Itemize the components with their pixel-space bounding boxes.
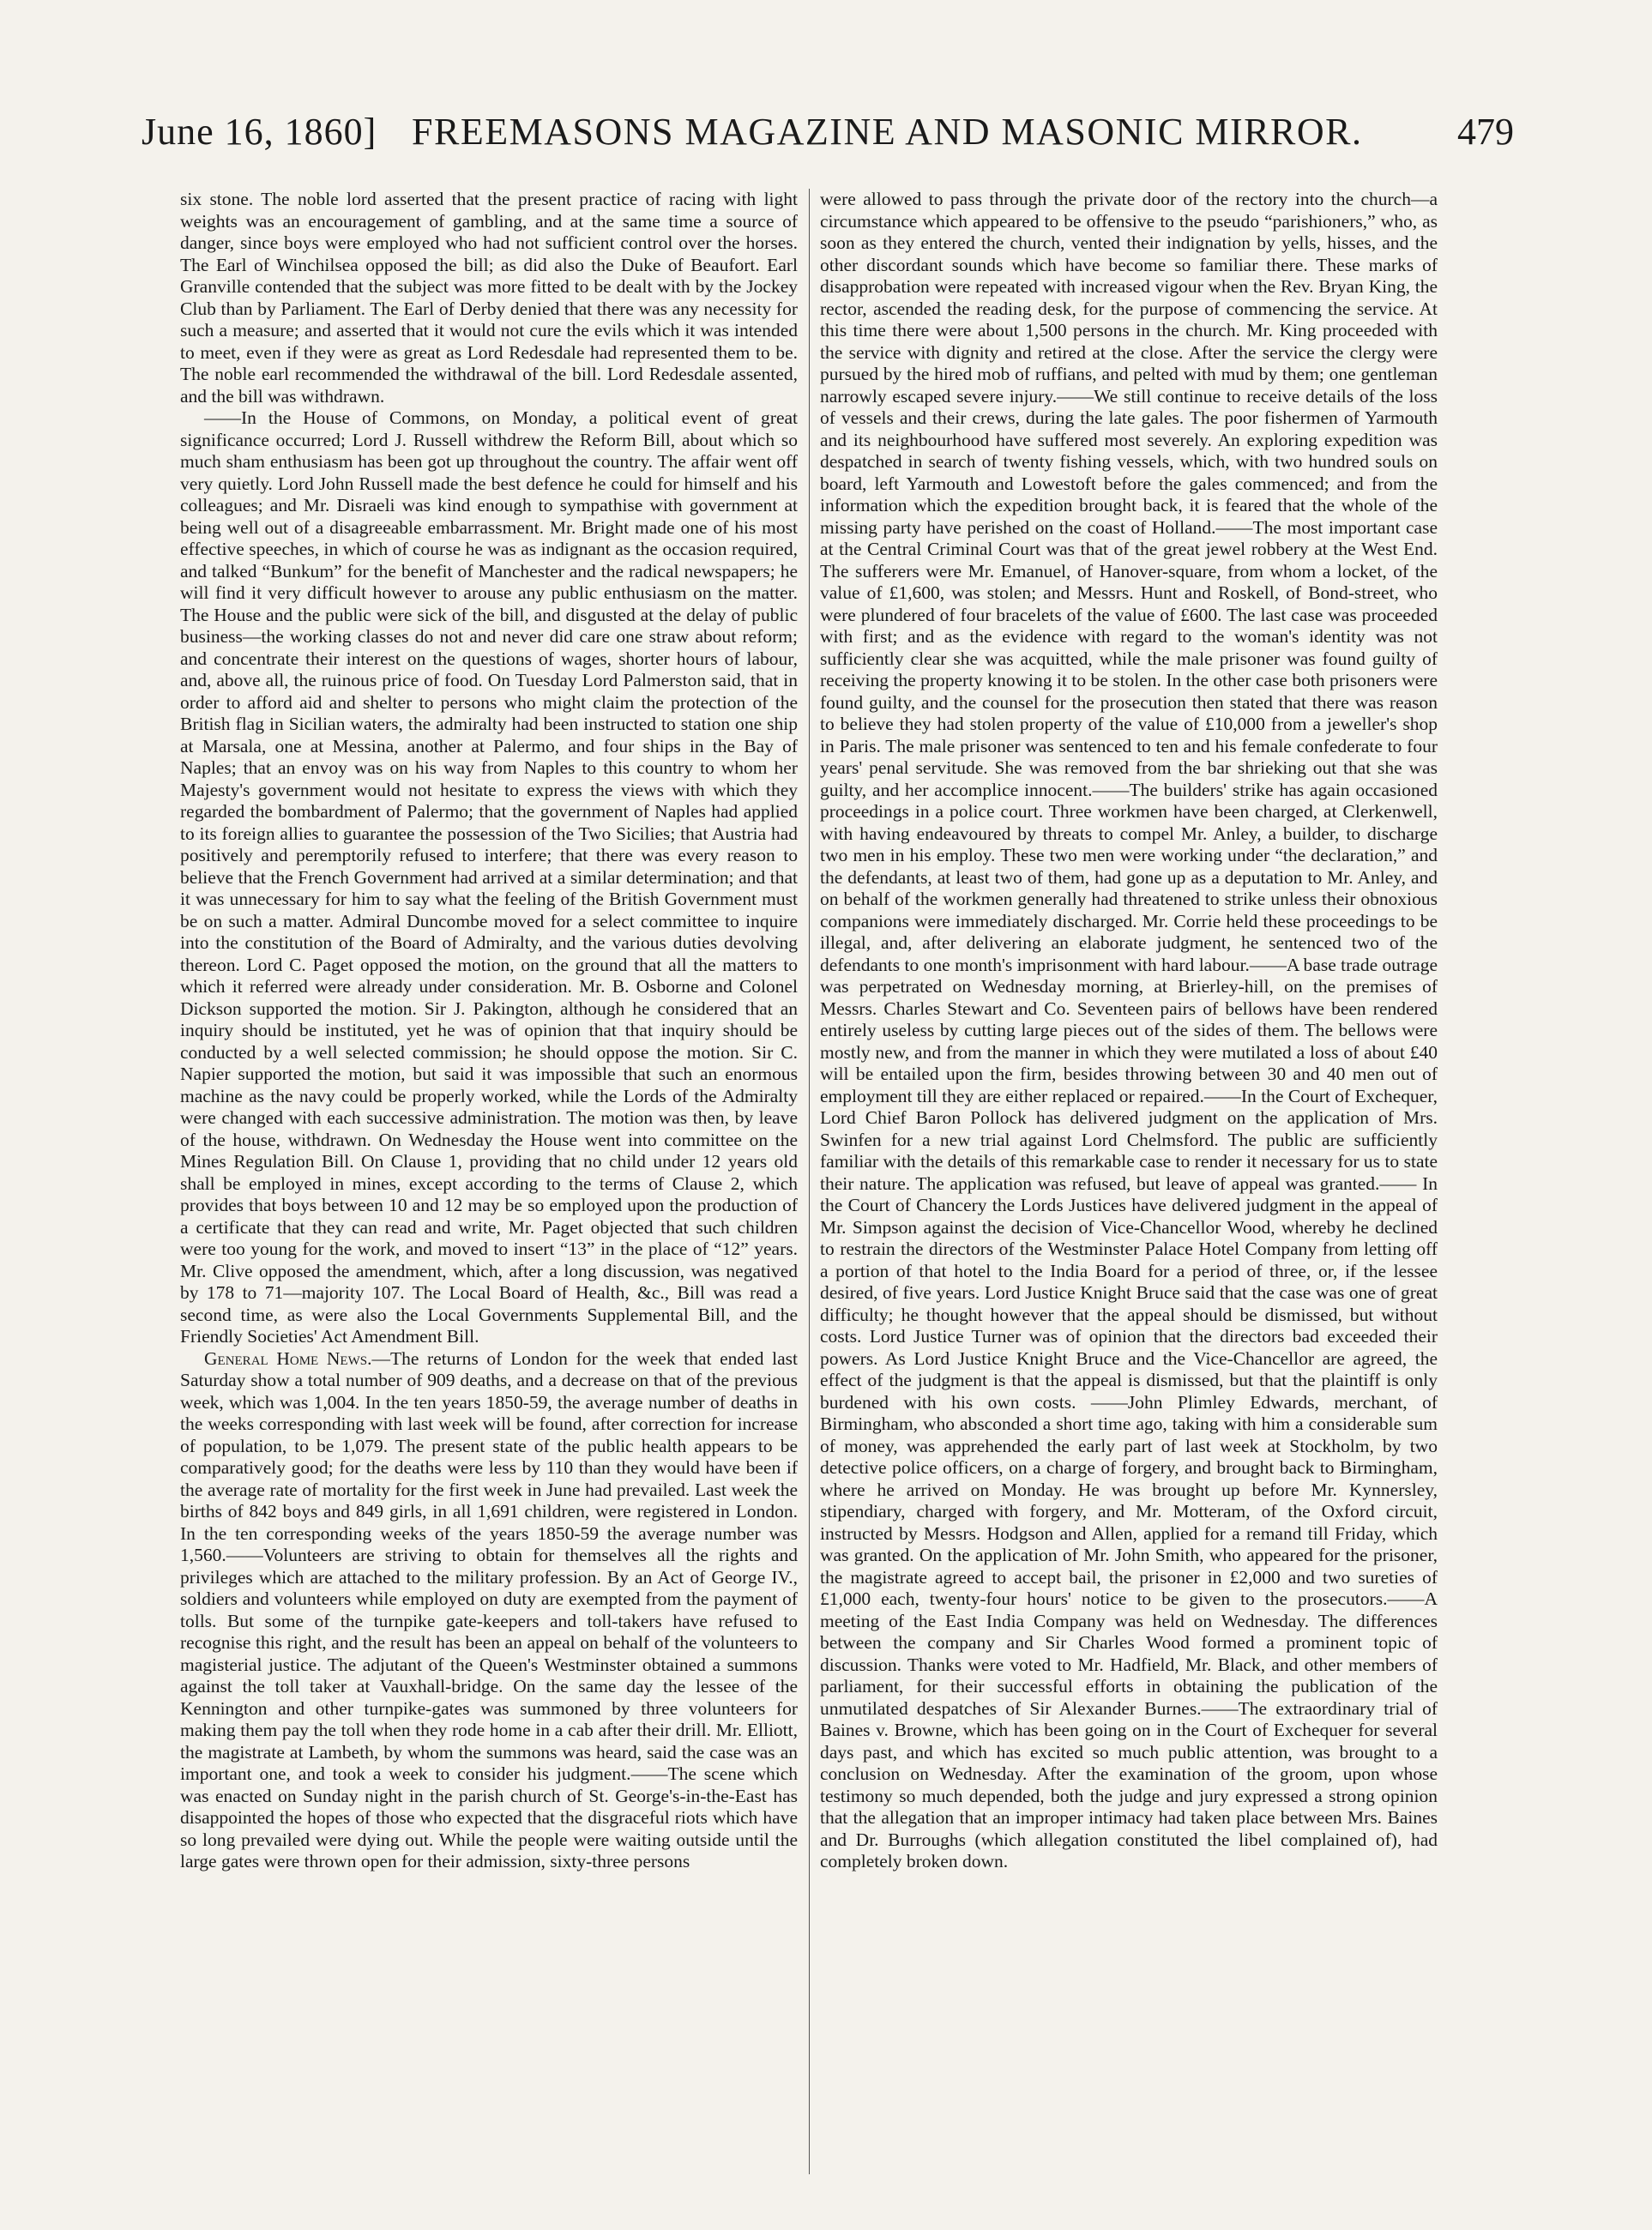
header-title: FREEMASONS MAGAZINE AND MASONIC MIRROR.: [412, 111, 1363, 153]
running-header: [142, 93, 1514, 153]
paragraph-text: —The returns of London for the week that ended last Saturday show a total number of 909 deaths, and a decrease on that of the previous week, which was 1,004. In the ten years 1850-59, the average number of deaths in the weeks corresponding with last week will be found, after correction for increase of population, to be 1,079. The present state of the public health appears to be comparatively good; for the deaths were less by 110 than they would have been if the average rate of mortality for the first week in June had prevailed. Last week the births of 842 boys and 849 girls, in all 1,691 children, were registered in London. In the ten corresponding weeks of the years 1850-59 the average number was 1,560.——Volunteers are striving to obtain for themselves all the rights and privileges which are attached to the military profession. By an Act of George IV., soldiers and volunteers while employed on duty are exempted from the payment of tolls. But some of the turnpike gate-keepers and toll-takers have refused to recognise this right, and the result has been an appeal on behalf of the volunteers to magisterial justice. The adjutant of the Queen's Westminster obtained a summons against the toll taker at Vauxhall-bridge. On the same day the lessee of the Kennington and other turnpike-gates was summoned by three volunteers for making them pay the toll when they rode home in a cab after their drill. Mr. Elliott, the magistrate at Lambeth, by whom the summons was heard, said the case was an important one, and took a week to consider his judgment.——The scene which was enacted on Sunday night in the parish church of St. George's-in-the-East has disappointed the hopes of those who expected that the disgraceful riots which have so long prevailed were dying out. While the people were waiting outside until the large gates were thrown open for their admission, sixty-three persons: [180, 1347, 798, 1871]
left-column: [180, 189, 798, 2187]
paragraph: [180, 1348, 798, 1873]
paragraph: were allowed to pass through the private door of the rectory into the church—a circumstance which appeared to be offensive to the pseudo “parishioners,” who, as soon as they entered the church, vented their indignation by yells, hisses, and the other discordant sounds which have become so familiar there. These marks of disapprobation were repeated with increased vigour when the Rev. Bryan King, the rector, ascended the reading desk, for the purpose of commencing the service. At this time there were about 1,500 persons in the church. Mr. King proceeded with the service with dignity and retired at the close. After the service the clergy were pursued by the hired mob of ruffians, and pelted with mud by them; one gentleman narrowly escaped severe injury.——We still continue to receive details of the loss of vessels and their crews, during the late gales. The poor fishermen of Yarmouth and its neighbourhood have suffered most severely. An exploring expedition was despatched in search of twenty fishing vessels, which, with two hundred souls on board, left Yarmouth and Lowestoft before the gales commenced; and from the information which the expedition brought back, it is feared that the whole of the missing party have perished on the coast of Holland.——The most important case at the Central Criminal Court was that of the great jewel robbery at the West End. The sufferers were Mr. Emanuel, of Hanover-square, from whom a locket, of the value of £1,600, was stolen; and Messrs. Hunt and Roskell, of Bond-street, who were plundered of four bracelets of the value of £600. The last case was proceeded with first; and as the evidence with regard to the woman's identity was not sufficiently clear she was acquitted, while the male prisoner was found guilty of receiving the property knowing it to be stolen. In the other case both prisoners were found guilty, and the counsel for the prosecution then stated that there was reason to believe they had stolen property of the value of £10,000 from a jeweller's shop in Paris. The male prisoner was sentenced to ten and his female confederate to four years' penal servitude. She was removed from the bar shrieking out that she was guilty, and her accomplice innocent.——The builders' strike has again occasioned proceedings in a police court. Three workmen have been charged, at Clerkenwell, with having endeavoured by threats to compel Mr. Anley, a builder, to discharge two men in his employ. These two men were working under “the declaration,” and the defendants, at least two of them, had gone up as a deputation to Mr. Anley, and on behalf of the workmen generally had threatened to strike unless their obnoxious companions were immediately discharged. Mr. Corrie held these proceedings to be illegal, and, after delivering an elaborate judgment, he sentenced two of the defendants to one month's imprisonment with hard labour.——A base trade outrage was perpetrated on Wednesday morning, at Brierley-hill, on the premises of Messrs. Charles Stewart and Co. Seventeen pairs of bellows have been rendered entirely useless by cutting large pieces out of the sides of them. The bellows were mostly new, and from the manner in which they were mutilated a loss of about £40 will be entailed upon the firm, besides throwing between 30 and 40 men out of employment till they are either replaced or repaired.——In the Court of Exchequer, Lord Chief Baron Pollock has delivered judgment on the application of Mrs. Swinfen for a new trial against Lord Chelmsford. The public are sufficiently familiar with the details of this remarkable case to render it necessary for us to state their nature. The application was refused, but leave of appeal was granted.—— In the Court of Chancery the Lords Justices have delivered judgment in the appeal of Mr. Simpson against the decision of Vice-Chancellor Wood, whereby he declined to restrain the directors of the Westminster Palace Hotel Company from letting off a portion of that hotel to the India Board for a period of three, or, if the lessee desired, of five years. Lord Justice Knight Bruce said that the case was one of great difficulty; he thought however that the appeal should be dismissed, but without costs. Lord Justice Turner was of opinion that the directors bad exceeded their powers. As Lord Justice Knight Bruce and the Vice-Chancellor are agreed, the effect of the judgment is that the appeal is dismissed, but that the plaintiff is only burdened with his own costs. ——John Plimley Edwards, merchant, of Birmingham, who absconded a short time ago, taking with him a considerable sum of money, was apprehended the early part of last week at Stockholm, by two detective police officers, on a charge of forgery, and brought back to Birmingham, where he arrived on Monday. He was brought up before Mr. Kynnersley, stipendiary, charged with forgery, and Mr. Motteram, of the Oxford circuit, instructed by Messrs. Hodgson and Allen, applied for a remand till Friday, which was granted. On the application of Mr. John Smith, who appeared for the prisoner, the magistrate agreed to accept bail, the prisoner in £2,000 and two sureties of £1,000 each, twenty-four hours' notice to be given to the prosecutors.——A meeting of the East India Company was held on Wednesday. The differences between the company and Sir Charles Wood formed a prominent topic of discussion. Thanks were voted to Mr. Hadfield, Mr. Black, and other members of parliament, for their successful efforts in obtaining the publication of the unmutilated despatches of Sir Alexander Burnes.——The extraordinary trial of Baines v. Browne, which has been going on in the Court of Exchequer for several days past, and which has excited so much public attention, was brought to a conclusion on Wednesday. After the examination of the groom, upon whose testimony so much depended, both the judge and jury expressed a strong opinion that the allegation that an improper intimacy had taken place between Mrs. Baines and Dr. Burroughs (which allegation constituted the libel complained of), had completely broken down.: [820, 189, 1438, 1871]
page-number: 479: [1457, 111, 1514, 153]
section-heading: General Home News.: [204, 1347, 372, 1369]
paragraph: ——In the House of Commons, on Monday, a political event of great significance occurred; Lord J. Russell withdrew the Reform Bill, about which so much sham enthusiasm has been got up throughout the country. The affair went off very quietly. Lord John Russell made the best defence he could for himself and his colleagues; and Mr. Disraeli was kind enough to sympathise with government at being well out of a disagreeable embarrassment. Mr. Bright made one of his most effective speeches, in which of course he was as indignant as the occasion required, and talked “Bunkum” for the benefit of Manchester and the radical newspapers; he will find it very difficult however to arouse any public enthusiasm on the matter. The House and the public were sick of the bill, and disgusted at the delay of public business—the working classes do not and never did care one straw about reform; and concentrate their interest on the questions of wages, shorter hours of labour, and, above all, the ruinous price of food. On Tuesday Lord Palmerston said, that in order to afford aid and shelter to persons who might claim the protection of the British flag in Sicilian waters, the admiralty had been instructed to station one ship at Marsala, one at Messina, another at Palermo, and four ships in the Bay of Naples; that an envoy was on his way from Naples to this country to whom her Majesty's government would not hesitate to express the views with which they regarded the bombardment of Palermo; that the government of Naples had applied to its foreign allies to guarantee the possession of the Two Sicilies; that Austria had positively and peremptorily refused to interfere; that there was every reason to believe that the French Government had arrived at a similar determination; and that it was unnecessary for him to say what the feeling of the British Government must be on such a matter. Admiral Duncombe moved for a select committee to inquire into the constitution of the Board of Admiralty, and the various duties devolving thereon. Lord C. Paget opposed the motion, on the ground that all the matters to which it referred were already under consideration. Mr. B. Osborne and Colonel Dickson supported the motion. Sir J. Pakington, although he considered that an inquiry should be instituted, yet he was of opinion that that inquiry should be conducted by a well selected commission; he should oppose the motion. Sir C. Napier supported the motion, but said it was impossible that such an enormous machine as the navy could be properly worked, while the Lords of the Admiralty were changed with each successive administration. The motion was then, by leave of the house, withdrawn. On Wednesday the House went into committee on the Mines Regulation Bill. On Clause 1, providing that no child under 12 years old shall be employed in mines, except according to the terms of Clause 2, which provides that boys between 10 and 12 may be so employed upon the production of a certificate that they can read and write, Mr. Paget objected that such children were too young for the work, and moved to insert “13” in the place of “12” years. Mr. Clive opposed the amendment, which, after a long discussion, was negatived by 178 to 71—majority 107. The Local Board of Health, &c., Bill was read a second time, as were also the Local Governments Supplemental Bill, and the Friendly Societies' Act Amendment Bill.: [180, 407, 798, 1347]
column-divider: [809, 189, 810, 2174]
paragraph: six stone. The noble lord asserted that the present practice of racing with light weights was an encouragement of gambling, and at the same time a source of danger, since boys were employed who had not sufficient control over the horses. The Earl of Winchilsea opposed the bill; as did also the Duke of Beaufort. Earl Granville contended that the subject was more fitted to be dealt with by the Jockey Club than by Parliament. The Earl of Derby denied that there was any necessity for such a measure; and asserted that it would not cure the evils which it was intended to meet, even if they were as great as Lord Redesdale had represented them to be. The noble earl recommended the withdrawal of the bill. Lord Redesdale assented, and the bill was withdrawn.: [180, 189, 798, 407]
right-column: [820, 189, 1438, 2187]
header-date: June 16, 1860]: [142, 111, 377, 153]
